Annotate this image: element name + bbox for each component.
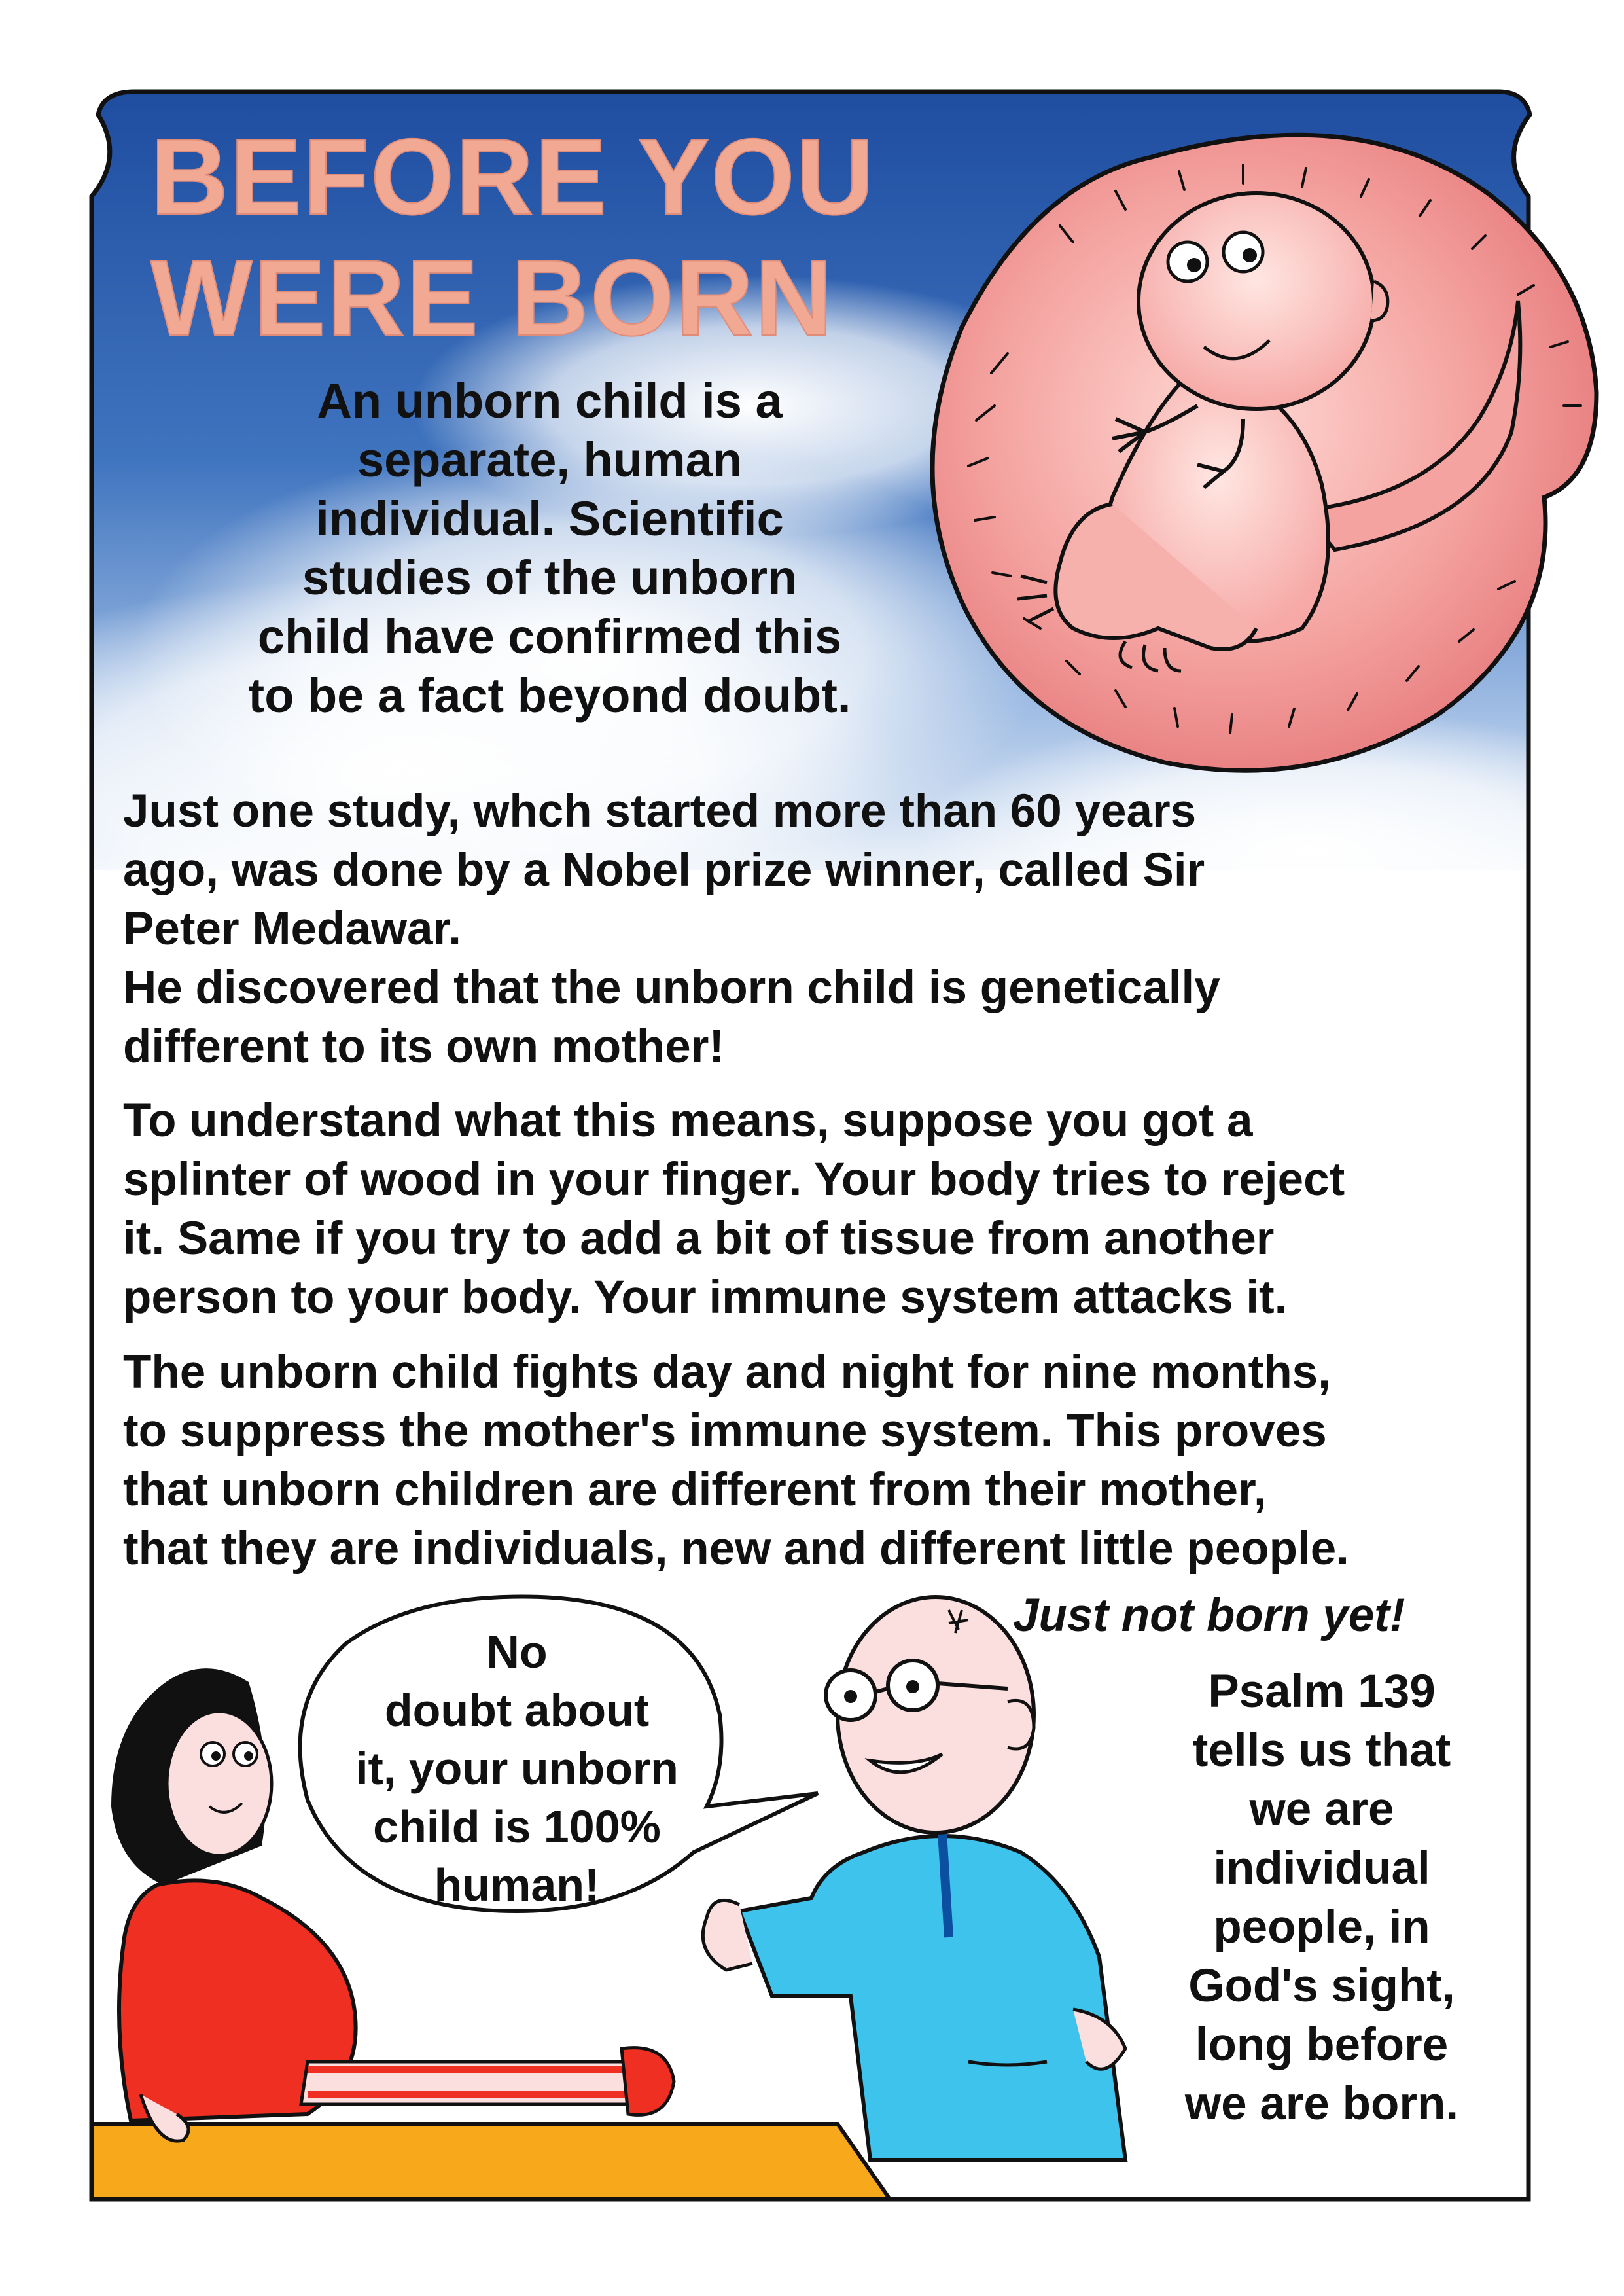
psalm-line: we are	[1249, 1784, 1394, 1835]
psalm-line: tells us that	[1192, 1725, 1451, 1776]
bubble-line: human!	[434, 1859, 600, 1910]
intro-line: separate, human	[357, 433, 743, 487]
paragraph-line: He discovered that the unborn child is genetically	[123, 962, 1220, 1014]
doctor-ear	[1008, 1700, 1034, 1749]
paragraph-line: Just one study, whch started more than 60 years	[123, 785, 1197, 837]
title-line: WERE BORN	[150, 238, 834, 358]
paragraph-line: it. Same if you try to add a bit of tissue from another	[123, 1213, 1275, 1265]
paragraph-line: that unborn children are different from their mother,	[123, 1464, 1267, 1516]
paragraph-line: ago, was done by a Nobel prize winner, called Sir	[123, 844, 1205, 896]
intro-line: to be a fact beyond doubt.	[248, 668, 851, 723]
psalm-line: individual	[1213, 1842, 1430, 1894]
paragraph-immune	[123, 1343, 1349, 1579]
paragraph-line: person to your body. Your immune system attacks it.	[123, 1272, 1288, 1323]
psalm-line: people, in	[1213, 1901, 1430, 1953]
woman-face	[167, 1712, 272, 1856]
bubble-line: it, your unborn	[355, 1743, 679, 1794]
psalm-line: God's sight,	[1188, 1960, 1455, 2012]
intro-line: An unborn child is a	[317, 374, 783, 428]
psalm-line: Psalm 139	[1208, 1666, 1436, 1717]
speech-bubble-text	[308, 1623, 726, 1914]
title-line: BEFORE YOU	[150, 117, 875, 237]
paragraph-line: The unborn child fights day and night for nine months,	[123, 1346, 1331, 1398]
paragraph-line: splinter of wood in your finger. Your body tries to reject	[123, 1154, 1345, 1206]
paragraph-line: Peter Medawar.	[123, 903, 461, 955]
paragraph-line: To understand what this means, suppose you got a	[123, 1095, 1253, 1147]
psalm-text	[1139, 1662, 1505, 2134]
intro-line: individual. Scientific	[315, 492, 784, 546]
paragraph-splinter	[123, 1092, 1345, 1327]
baby-eye	[1224, 232, 1263, 272]
examination-bed	[92, 2124, 890, 2199]
intro-text	[196, 372, 903, 725]
psalm-line: long before	[1195, 2019, 1449, 2071]
paragraph-line: different to its own mother!	[123, 1021, 725, 1073]
page-title	[150, 117, 968, 359]
intro-line: studies of the unborn	[302, 550, 798, 605]
baby-head	[1139, 193, 1374, 409]
bubble-line: child is 100%	[373, 1801, 661, 1852]
paragraph-line: that they are individuals, new and different little people.	[123, 1523, 1349, 1575]
bubble-line: doubt about	[384, 1685, 650, 1736]
psalm-line: we are born.	[1184, 2078, 1459, 2130]
paragraph-medawar	[123, 782, 1220, 1077]
bubble-line: No	[486, 1626, 548, 1677]
tagline: Just not born yet!	[1013, 1590, 1405, 1641]
paragraph-line: to suppress the mother's immune system. This proves	[123, 1405, 1327, 1457]
baby-eye	[1168, 242, 1207, 281]
intro-line: child have confirmed this	[257, 609, 842, 664]
